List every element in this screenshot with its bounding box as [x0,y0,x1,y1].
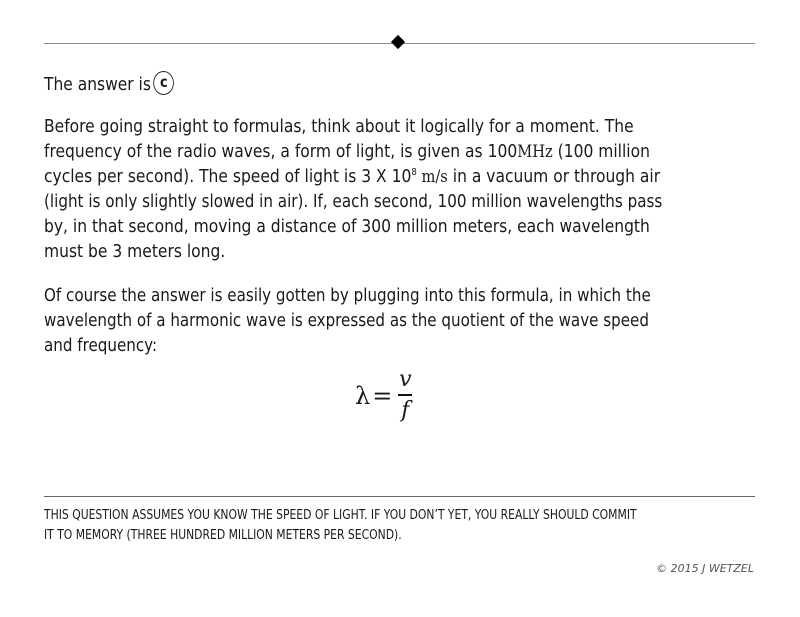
paragraph-line: by, in that second, moving a distance of 300 million meters, each wavelength [44,216,650,237]
formula-equals: = [372,381,393,410]
fraction-bar [398,394,412,396]
paragraph-line: Of course the answer is easily gotten by plugging into this formula, in which the [44,285,651,306]
footnote-line: THIS QUESTION ASSUMES YOU KNOW THE SPEED OF LIGHT. IF YOU DON’T YET, YOU REALLY SHOULD COMMIT [44,507,637,523]
answer-statement [44,73,174,97]
paragraph-line: must be 3 meters long. [44,241,226,262]
paragraph-line: (light is only slightly slowed in air). If, each second, 100 million wavelengths pass [44,191,663,212]
answer-prefix: The answer is [44,74,151,95]
answer-choice-badge: c [153,71,174,95]
paragraph-line: cycles per second). The speed of light is 3 X $10^8$ m/s in a vacuum or through air [44,166,661,187]
formula-lambda: λ [355,381,371,410]
formula-fraction [398,368,412,424]
exponent: 8 [411,167,417,178]
paragraph-line: frequency of the radio waves, a form of light, is given as 100MHz (100 million [44,141,650,162]
bottom-divider [44,496,755,497]
paragraph-line: Before going straight to formulas, think about it logically for a moment. The [44,116,634,137]
unit-m-per-s: m/s [416,167,448,187]
diamond-ornament-icon [391,35,405,49]
formula-numerator: v [399,367,412,392]
wavelength-formula [355,368,412,424]
formula-denominator: f [401,397,410,423]
footnote-line: IT TO MEMORY (THREE HUNDRED MILLION METERS PER SECOND). [44,527,402,543]
unit-mhz: MHz [517,142,553,162]
paragraph-line: wavelength of a harmonic wave is expressed as the quotient of the wave speed [44,310,649,331]
copyright-notice: © 2015 J WETZEL [656,562,754,575]
paragraph-line: and frequency: [44,335,158,356]
